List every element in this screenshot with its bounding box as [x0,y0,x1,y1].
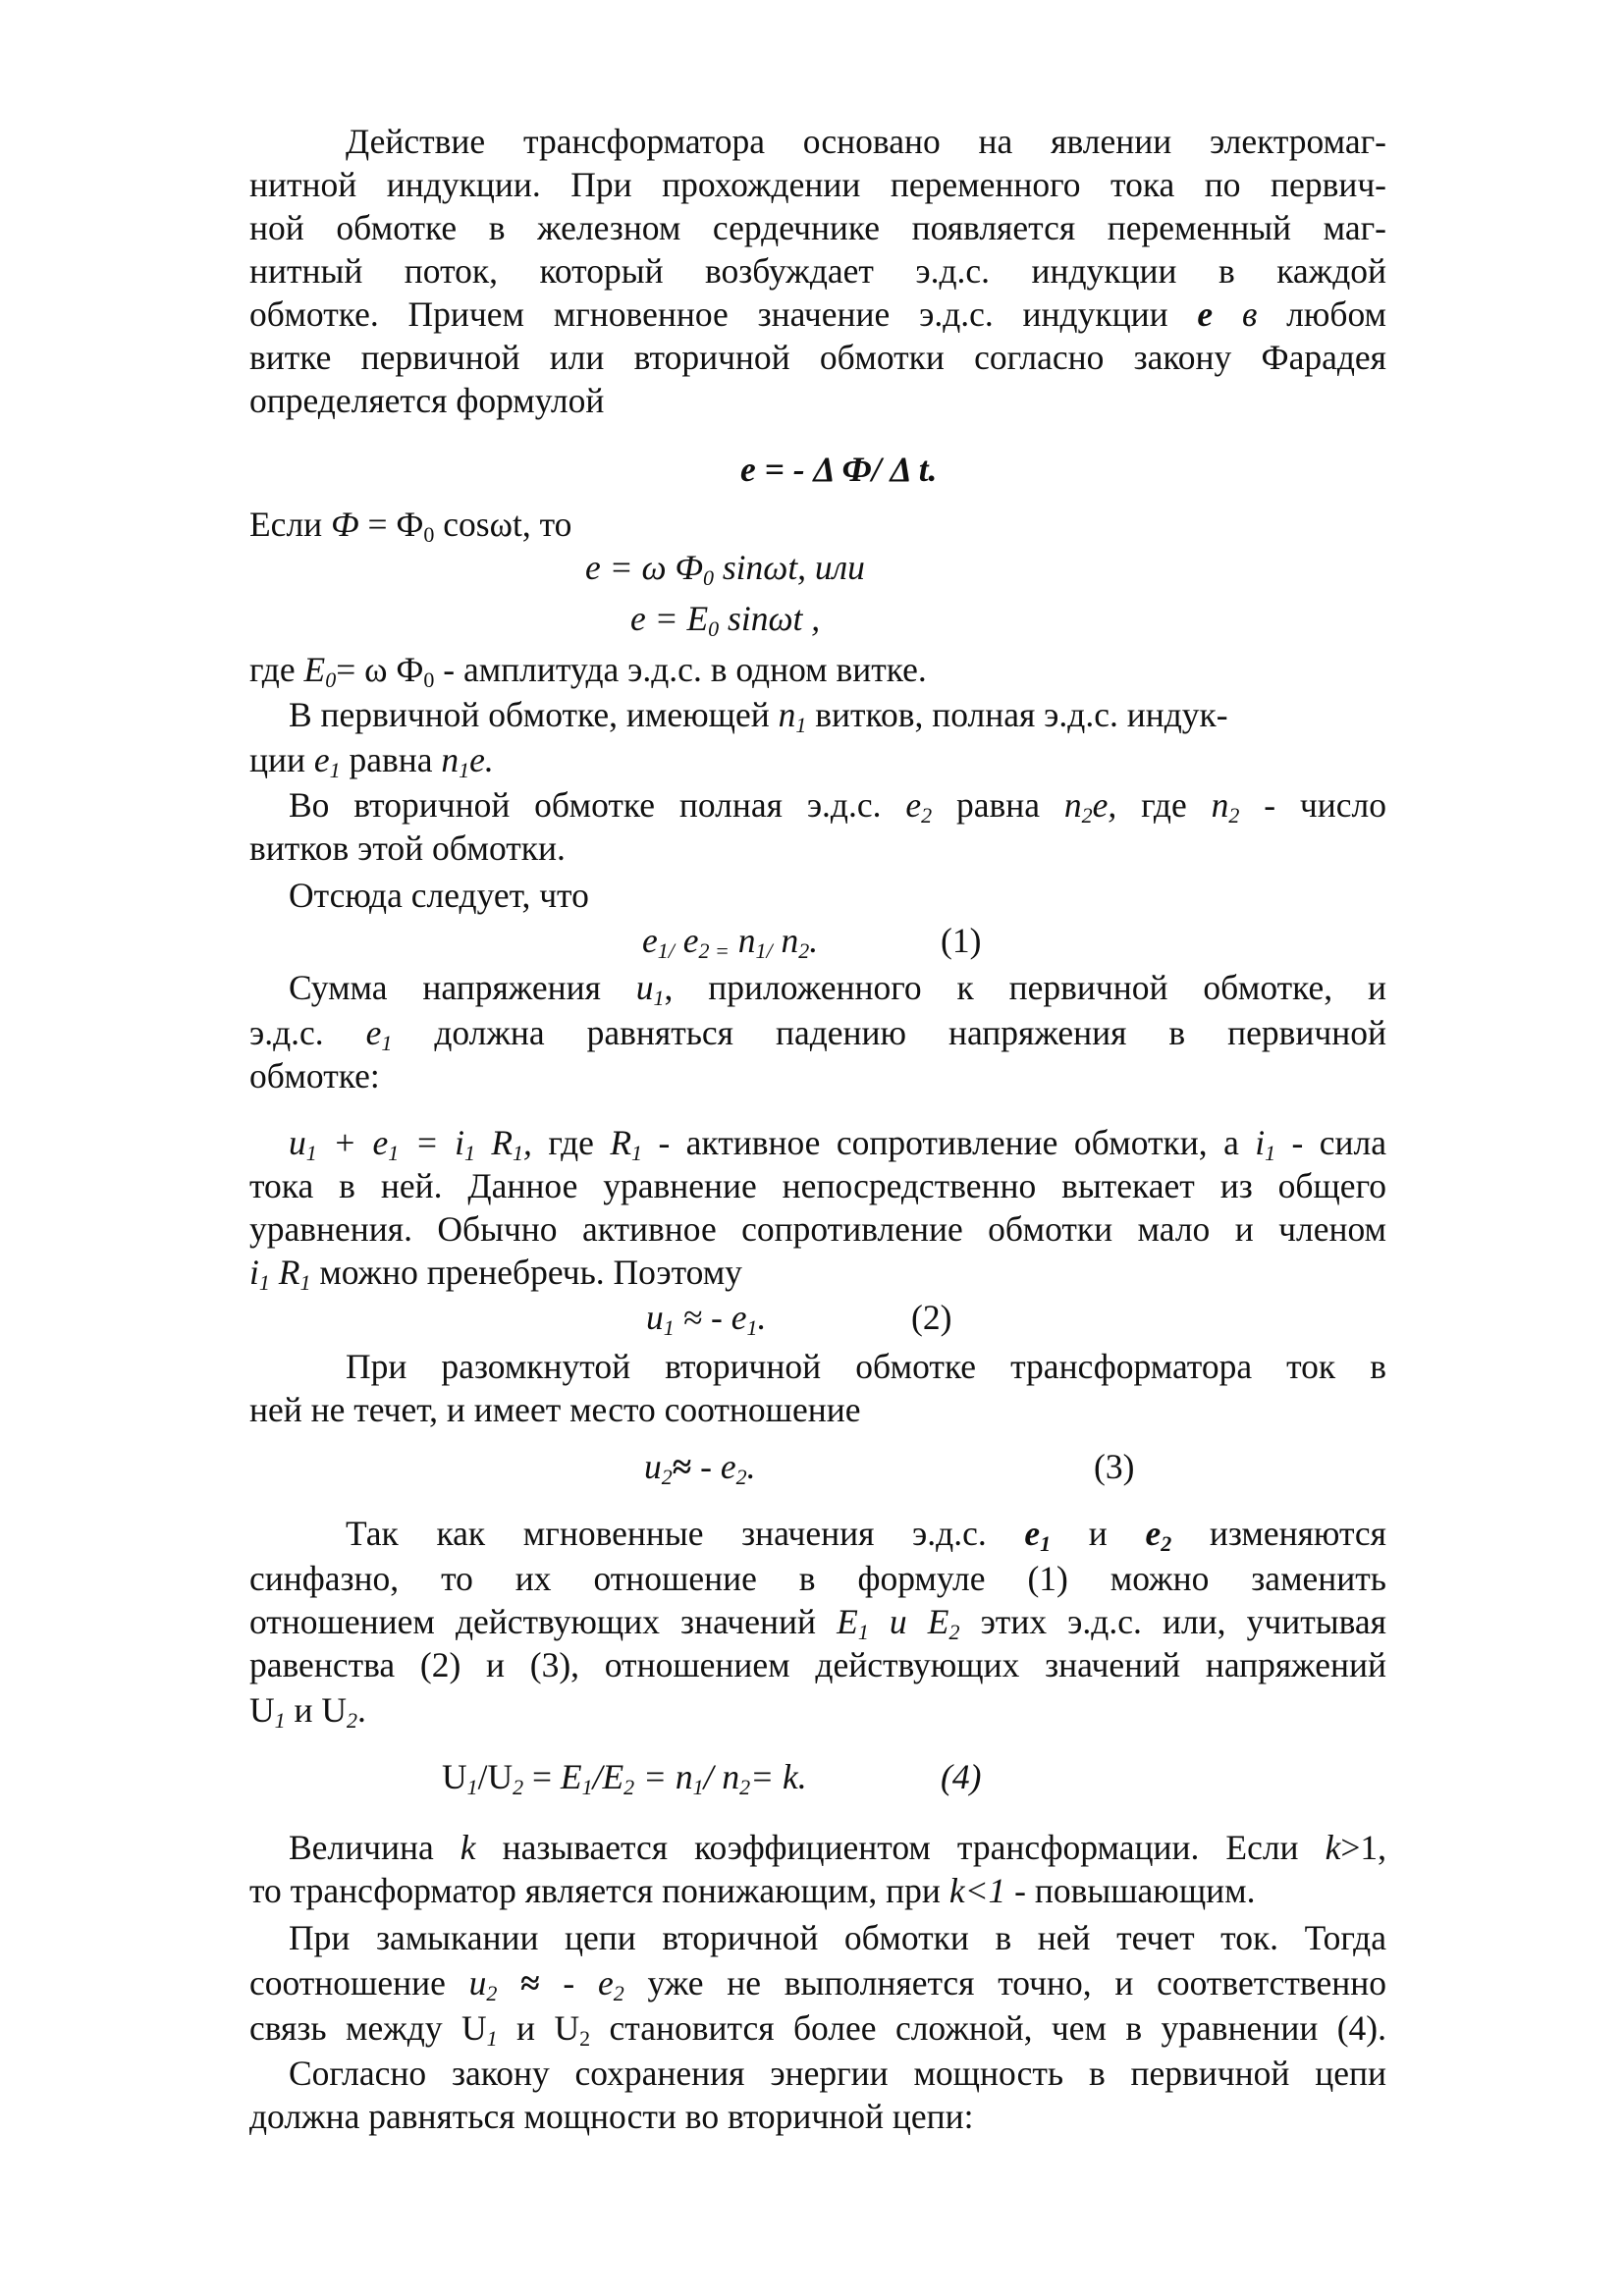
text-run: - [539,1963,598,2002]
subscript-run: 0 [708,616,720,642]
text-line [249,1388,1386,1431]
text-run: становится более сложной, чем в уравнении (4). [590,2008,1387,2048]
text-line [249,2095,1386,2138]
subscript-run: 0 [325,667,337,693]
subscript-run: 1 [329,758,341,783]
text-run: E [602,1757,624,1796]
subscript-run: 1 [513,1141,524,1166]
text-line [249,1207,1386,1251]
text-run: u [644,1447,662,1486]
text-line [249,2006,1386,2050]
text-run: и U [497,2008,580,2048]
subscript-run: 2 [623,1775,635,1800]
subscript-run: 2 [948,1620,960,1645]
text-run: е [597,1963,614,2002]
text-run: / [592,1757,603,1796]
subscript-run: 1 [486,2026,498,2052]
text-run: . [757,1298,767,1337]
text-line [346,1345,1386,1388]
subscript-run: 1 [581,1775,593,1800]
text-run: витков этой обмотки. [249,828,566,868]
text-run: >1, [1340,1828,1386,1867]
text-run: е [372,1123,389,1162]
subscript-run: 1 [746,1315,758,1341]
text-run: i [1255,1123,1266,1162]
subscript-run: 1 [466,1775,478,1800]
text-run: обмотке: [249,1056,380,1095]
text-run: е [674,921,699,960]
text-run: n [729,921,756,960]
text-run: = [634,1757,676,1796]
subscript-run: 2 [486,1981,498,2006]
text-line [289,783,1386,827]
text-line [249,1961,1386,2004]
text-run: е [720,1447,736,1486]
text-line [585,546,865,589]
text-run: (3) [1094,1447,1135,1486]
text-run: Действие трансформатора основано на явлении электромаг- [346,122,1386,161]
text-run: равна [932,785,1064,825]
subscript-run: 1 [299,1270,311,1296]
text-run: ≈ [497,1963,540,2002]
text-run: уже не выполняется точно, и соответственно [623,1963,1386,2002]
subscript-run: 1 [653,986,665,1011]
text-run: Если [249,505,332,544]
text-run: n [1063,785,1082,825]
text-line [630,597,820,640]
text-line [289,2052,1386,2095]
text-run: (2) [911,1298,952,1337]
text-run: е [1024,1514,1041,1553]
text-run: u [635,968,654,1007]
text-run: = ω Ф [336,650,424,689]
text-run: можно пренебречь. Поэтому [310,1253,742,1292]
text-run: = [399,1123,456,1162]
text-run: Во вторичной обмотке полная э.д.с. [289,785,906,825]
text-run: и U [285,1690,348,1730]
text-run: R [269,1253,300,1292]
text-run: i [455,1123,464,1162]
text-run: э.д.с. [249,1013,366,1052]
subscript-run: 2 [1081,803,1093,828]
text-run: синфазно, то их отношение в формуле (1) можно заменить [249,1559,1386,1598]
subscript-run: 0 [702,565,714,591]
subscript-run: 1 [305,1141,317,1166]
text-run: е [1145,1514,1162,1553]
text-run: Сумма напряжения [289,968,636,1007]
text-run: /U [477,1757,514,1796]
text-run: ≈ [672,1447,692,1486]
subscript-run: 1 [274,1708,286,1734]
text-line [249,1643,1386,1686]
text-line [1094,1445,1134,1488]
subscript-run: 2 [921,803,933,828]
subscript-run: 0 [423,667,435,693]
text-run: нитной индукции. При прохождении переменного тока по первич- [249,165,1386,204]
subscript-run: 2 [1228,803,1240,828]
text-run: В первичной обмотке, имеющей [289,695,779,734]
text-run: ≈ - [674,1298,731,1337]
text-run: Е [303,650,326,689]
subscript-run: 1 [381,1031,393,1056]
text-run: равна [340,740,442,779]
text-run: е = Е [630,599,709,638]
subscript-run: 0 [423,522,435,548]
text-run: где [1116,785,1212,825]
text-run: то трансформатор является понижающим, при [249,1871,949,1910]
text-run: витков, полная э.д.с. индук- [806,695,1228,734]
text-run: е [313,740,330,779]
text-line [941,1755,981,1798]
subscript-run: 1 [631,1141,643,1166]
text-line [249,249,1386,293]
text-run: n [441,740,460,779]
text-run: е = ω Ф [585,548,703,587]
text-run: е, [1092,785,1117,825]
text-line [289,1916,1386,1959]
text-run: связь между U [249,2008,487,2048]
text-run: n [675,1757,693,1796]
text-run: R [474,1123,514,1162]
subscript-run: 1 [663,1315,675,1341]
text-line [249,648,1386,691]
subscript-run: 1 [795,713,807,738]
text-run: , [523,1123,532,1162]
text-line [249,1011,1386,1054]
text-line [249,163,1386,206]
text-run: = Ф [358,505,424,544]
text-run: Е [837,1602,858,1641]
text-run: и Е [868,1602,949,1641]
text-line [249,1251,1386,1294]
text-run: соотношение [249,1963,469,2002]
subscript-run: 2 [1161,1531,1172,1557]
text-run: ней не течет, и имеет место соотношение [249,1390,861,1429]
text-run: , приложенного к первичной обмотке, и [664,968,1386,1007]
subscript-run: 1 [459,758,470,783]
text-line [249,1054,1386,1097]
text-line [642,919,818,962]
text-run: u [468,1963,487,2002]
subscript-run: 1 [1040,1531,1052,1557]
subscript-run: 2 [513,1775,524,1800]
text-run: / n [703,1757,740,1796]
text-run: R [610,1123,632,1162]
text-line [289,1826,1386,1869]
text-line [249,827,1386,870]
subscript-run: 2 [613,1981,624,2006]
text-run: = [523,1757,561,1796]
text-line [941,919,981,962]
text-run: и [1051,1514,1146,1553]
text-line [289,693,1386,736]
subscript-run: 2 [579,2026,591,2052]
text-line [346,120,1386,163]
subscript-run: 1/ [657,938,675,964]
text-run: называется коэффициентом трансформации. Если [475,1828,1326,1867]
text-line [249,1688,1386,1732]
subscript-run: 2 [739,1775,751,1800]
subscript-run: 2 [661,1465,673,1490]
text-run: е [1197,294,1214,334]
text-run: е [365,1013,382,1052]
text-run: k [1325,1828,1341,1867]
text-run: - [691,1447,721,1486]
subscript-run: 1 [258,1270,270,1296]
text-run: витке первичной или вторичной обмотки согласно закону Фарадея [249,338,1386,377]
text-run: определяется формулой [249,381,605,420]
text-run: где [249,650,304,689]
text-line [249,1600,1386,1643]
text-run: е = - Δ Ф/ Δ t. [740,450,938,489]
text-run: sinωt , [719,599,821,638]
text-run: е [642,921,658,960]
text-run: Так как мгновенные значения э.д.с. [346,1514,1025,1553]
text-run: n [772,921,799,960]
subscript-run: 1 [463,1141,475,1166]
text-line [249,503,1386,546]
text-run: изменяются [1171,1514,1386,1553]
text-run: нитный поток, который возбуждает э.д.с. индукции в каждой [249,251,1386,291]
text-line [644,1445,755,1488]
text-run: sinωt, или [713,548,865,587]
text-run: - сила [1275,1123,1386,1162]
text-run: тока в ней. Данное уравнение непосредственно вытекает из общего [249,1166,1386,1205]
text-run: При замыкании цепи вторичной обмотки в ней течет ток. Тогда [289,1918,1386,1957]
text-run: е [731,1298,747,1337]
subscript-run: 2 = [698,938,730,964]
subscript-run: 1 [692,1775,704,1800]
text-run: U [249,1690,275,1730]
text-run: Величина [289,1828,460,1867]
text-run: равенства (2) и (3), отношением действующих значений напряжений [249,1645,1386,1684]
text-line [911,1296,951,1339]
text-run: должна равняться мощности во вторичной цепи: [249,2097,974,2136]
text-run: е [905,785,922,825]
text-run: (1) [941,921,982,960]
text-run: отношением действующих значений [249,1602,838,1641]
text-run: этих э.д.с. или, учитывая [959,1602,1386,1641]
text-run: ции [249,740,314,779]
text-run: Отсюда следует, что [289,876,589,915]
text-line [249,738,1386,781]
text-run: При разомкнутой вторичной обмотке трансформатора ток в [346,1347,1386,1386]
text-line [249,1557,1386,1600]
subscript-run: 1 [1265,1141,1276,1166]
text-run: обмотке. Причем мгновенное значение э.д.с. индукции [249,294,1198,334]
subscript-run: 1 [388,1141,400,1166]
text-run: u [646,1298,664,1337]
text-run: - число [1239,785,1386,825]
text-line [249,379,1386,422]
text-line [249,206,1386,249]
text-run: U [442,1757,467,1796]
text-line [249,1869,1386,1912]
text-run: u [289,1123,306,1162]
text-line [740,448,937,491]
text-run: где [531,1123,611,1162]
subscript-run: 1 [857,1620,869,1645]
text-run: . [746,1447,756,1486]
text-run: . [809,921,819,960]
text-line [289,1121,1386,1164]
text-run: - активное сопротивление обмотки, а [642,1123,1256,1162]
text-run: любом [1257,294,1387,334]
text-run: Ф [331,505,359,544]
subscript-run: 2 [735,1465,747,1490]
subscript-run: 2 [798,938,810,964]
text-run: должна равняться падению напряжения в первичной [392,1013,1386,1052]
subscript-run: 1/ [755,938,773,964]
text-run: в [1241,294,1258,334]
text-run: + [316,1123,373,1162]
text-run: Согласно закону сохранения энергии мощность в первичной цепи [289,2054,1386,2093]
text-run: n [778,695,796,734]
text-run: - повышающим. [1005,1871,1256,1910]
text-run: k<1 [948,1871,1006,1910]
text-line [289,966,1386,1009]
text-run: = k. [750,1757,807,1796]
text-run: E [560,1757,582,1796]
text-line [249,336,1386,379]
text-run: - амплитуда э.д.с. в одном витке. [434,650,927,689]
text-run: n [1211,785,1229,825]
text-run: i [249,1253,259,1292]
subscript-run: 2 [347,1708,358,1734]
text-line [249,1164,1386,1207]
text-line [646,1296,766,1339]
text-run: k [460,1828,476,1867]
text-run: . [357,1690,366,1730]
text-line [289,874,1386,917]
text-line [249,293,1386,336]
text-run: уравнения. Обычно активное сопротивление обмотки мало и членом [249,1209,1386,1249]
text-run: е. [469,740,494,779]
text-run: ной обмотке в железном сердечнике появляется переменный маг- [249,208,1386,247]
text-line [442,1755,807,1798]
text-run [1213,294,1242,334]
text-run: (4) [941,1757,982,1796]
text-line [346,1512,1386,1555]
text-run: cosωt, то [434,505,572,544]
